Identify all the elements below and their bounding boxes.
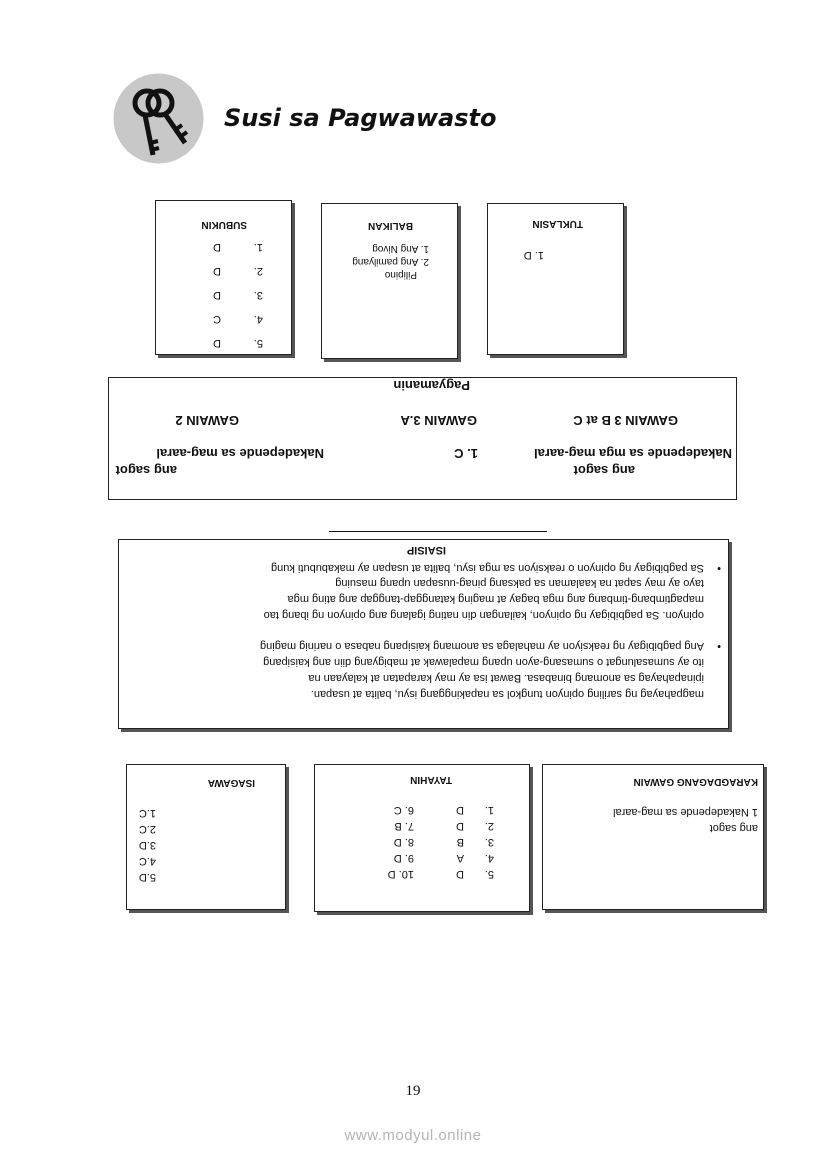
gawain-2-title: GAWAIN 2 — [175, 413, 239, 428]
page-number: 19 — [405, 1083, 421, 1099]
isaisip-line: ipinapahayag sa anomang binabasa. Bawat isa ay may karapatan at kalayaan na — [308, 672, 704, 684]
gawain-3bc-text: Nakadepende sa mga mag-aaral — [534, 446, 732, 461]
tuklasin-answer: 1. D — [523, 249, 544, 261]
isaisip-box — [118, 539, 729, 729]
answer-value: 8. D — [393, 836, 414, 848]
answer-number: 1. — [484, 804, 494, 816]
bullet-icon: • — [717, 640, 721, 652]
answer-value: 2.C — [138, 823, 156, 835]
answer-value: 6. C — [393, 804, 414, 816]
answer-number: 5. — [484, 868, 494, 880]
answer-value: 4.C — [138, 855, 156, 867]
answer-value: 3.D — [138, 839, 156, 851]
balikan-title: BALIKAN — [368, 220, 413, 231]
keys-icon — [113, 73, 204, 164]
answer-value: 7. B — [394, 820, 414, 832]
tuklasin-box — [487, 203, 624, 355]
pagyamanin-title: Pagyamanin — [393, 378, 470, 393]
gawain-2-text: Nakadepende sa mag-aaral — [156, 446, 324, 461]
balikan-box — [321, 203, 458, 359]
karagdagang-text: 1 Nakadepende sa mag-aaral — [613, 806, 758, 818]
answer-value: B — [456, 836, 464, 848]
answer-number: 3. — [253, 289, 263, 301]
answer-value: 1.C — [138, 807, 156, 819]
answer-value: D — [456, 868, 464, 880]
bullet-icon: • — [717, 562, 721, 574]
gawain-3bc-title: GAWAIN 3 B at C — [573, 413, 678, 428]
answer-value: 9. D — [393, 852, 414, 864]
subukin-box — [155, 200, 292, 355]
answer-number: 3. — [484, 836, 494, 848]
gawain-3a-answer: 1. C — [454, 446, 478, 461]
answer-number: 5. — [253, 337, 263, 349]
isaisip-line: Sa pagbibigay ng opinyon o reaksiyon sa mga isyu, balita at usapan ay makabubuti kung — [271, 562, 704, 574]
answer-number: 2. — [484, 820, 494, 832]
isaisip-line: mapagtimbang-timbang ang mga bagay at maging katanggap-tanggap ang ating mga — [287, 593, 704, 605]
answer-number: 4. — [253, 313, 263, 325]
balikan-line: Pilipino — [384, 269, 417, 280]
tuklasin-title: TUKLASIN — [532, 218, 583, 229]
answer-value: D — [456, 820, 464, 832]
tayahin-title: TAYAHIN — [410, 774, 452, 785]
answer-number: 4. — [484, 852, 494, 864]
answer-value: C — [213, 313, 221, 325]
answer-value: 10. D — [387, 868, 414, 880]
isaisip-title: ISAISIP — [406, 544, 446, 556]
answer-value: D — [213, 337, 221, 349]
answer-number: 2. — [253, 265, 263, 277]
gawain-2-text: ang sagot — [115, 463, 177, 478]
subukin-title: SUBUKIN — [201, 219, 247, 230]
answer-value: D — [456, 804, 464, 816]
gawain-3bc-text: ang sagot — [573, 463, 635, 478]
karagdagang-text: ang sagot — [709, 822, 758, 834]
isaisip-line: magpahayag ng sariling opinyon tungkol sa napakinggang isyu, balita at usapan. — [310, 688, 704, 700]
isaisip-line: ito ay sumasalungat o sumasang-ayon upang mapalawak at mabigyang diin ang kaisipang — [263, 656, 704, 668]
balikan-line: 1. Ang Nivog — [372, 243, 429, 254]
answer-value: A — [456, 852, 464, 864]
isagawa-box — [126, 764, 286, 910]
watermark: www.modyul.online — [344, 1127, 482, 1144]
karagdagang-title: KARAGDAGANG GAWAIN — [633, 776, 758, 787]
isaisip-line: tayo ay may sapat na kaalaman sa paksang pinag-uusapan upang masuing — [335, 577, 704, 589]
isaisip-line: opinyon. Sa pagbibigay ng opinyon, kailangan din nating igalang ang opinyon ng ibang tao — [263, 609, 704, 621]
answer-value: D — [213, 289, 221, 301]
tayahin-box — [314, 764, 530, 912]
pagyamanin-box — [108, 377, 737, 500]
page-title: Susi sa Pagwawasto — [224, 104, 497, 132]
divider — [329, 531, 547, 532]
answer-number: 1. — [253, 241, 263, 253]
karagdagang-box — [542, 764, 764, 910]
answer-value: D — [213, 241, 221, 253]
gawain-3a-title: GAWAIN 3.A — [400, 413, 477, 428]
answer-value: D — [213, 265, 221, 277]
isagawa-title: ISAGAWA — [207, 777, 255, 788]
answer-value: 5.D — [138, 871, 156, 883]
isaisip-line: Ang pagbibigay ng reaksiyon ay mahalaga sa anomang kaisipang nabasa o narinig maging — [260, 640, 704, 652]
balikan-line: 2. Ang pamilyang — [352, 256, 429, 267]
